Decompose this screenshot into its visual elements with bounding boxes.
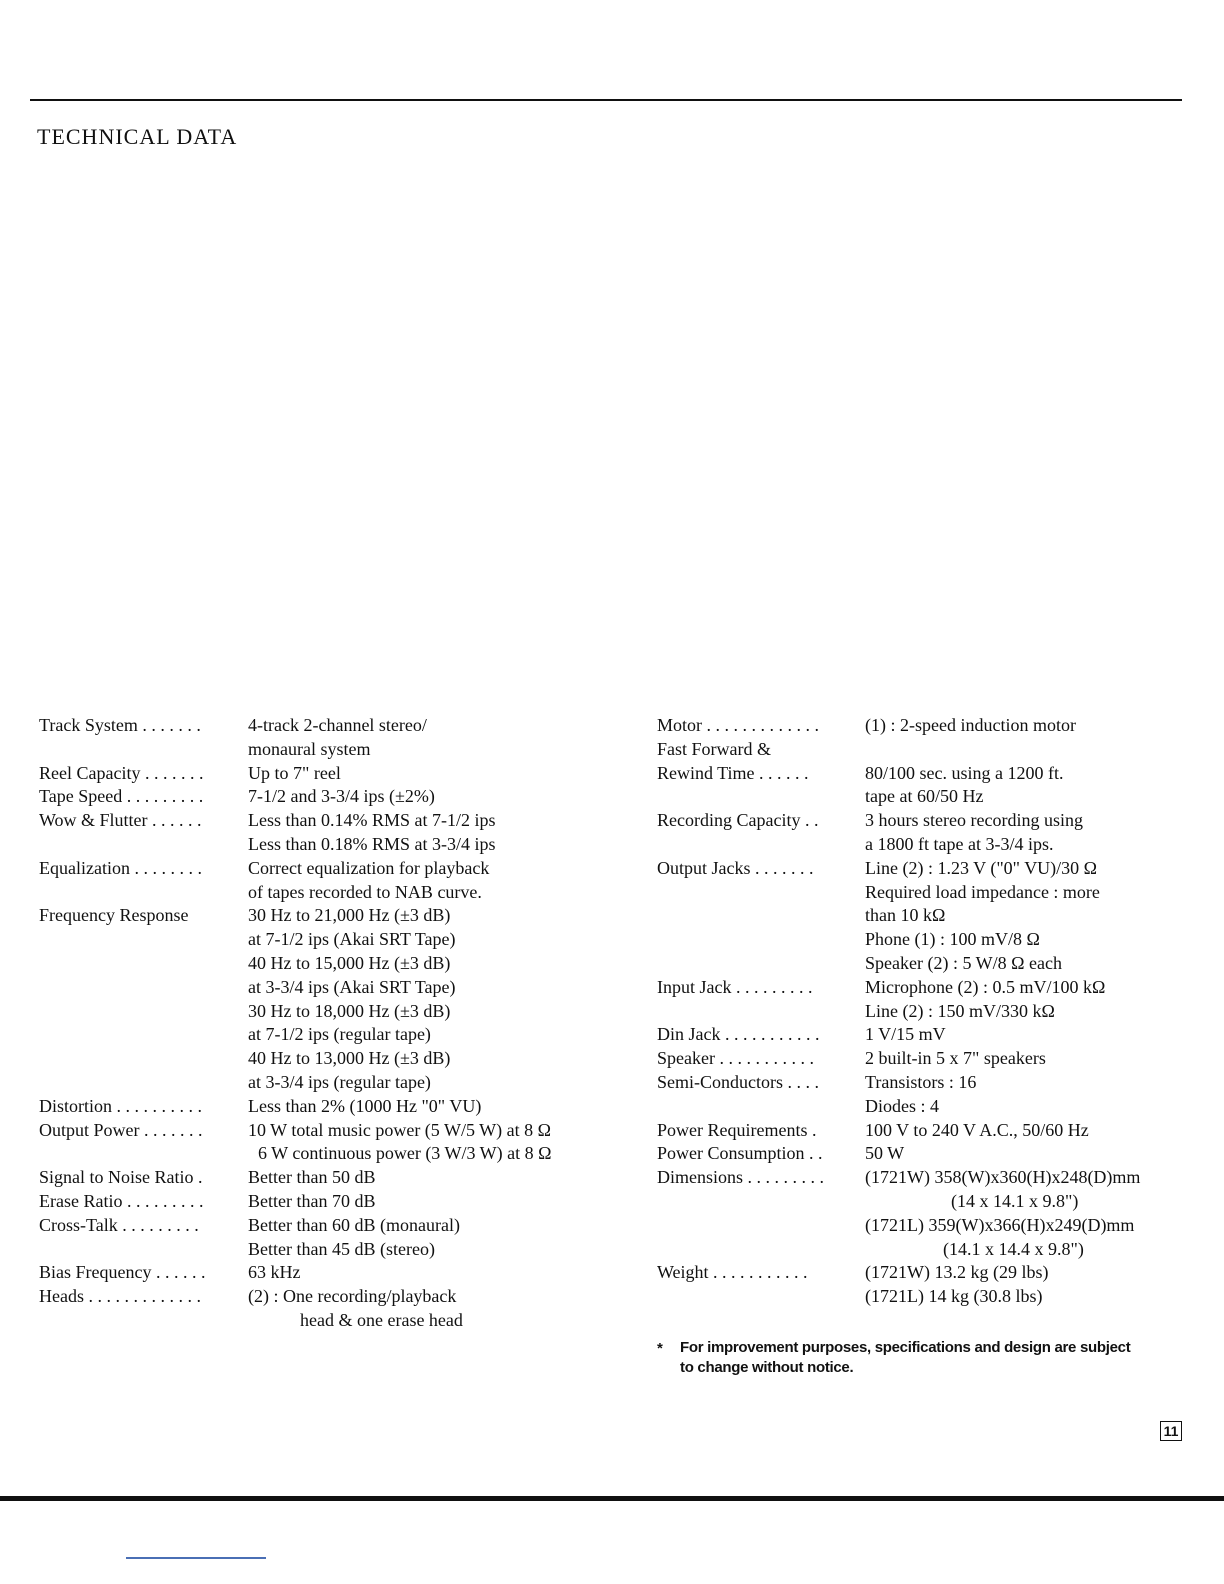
- spec-row: [657, 1166, 1140, 1190]
- spec-value: 7-1/2 and 3-3/4 ips (±2%): [248, 786, 435, 807]
- spec-row: [657, 976, 1140, 1000]
- spec-label: [657, 881, 865, 905]
- spec-value: tape at 60/50 Hz: [865, 786, 984, 807]
- spec-row: [39, 1142, 552, 1166]
- spec-label: [657, 1214, 865, 1238]
- spec-value: 80/100 sec. using a 1200 ft.: [865, 762, 1064, 783]
- spec-value: 3 hours stereo recording using: [865, 810, 1083, 831]
- spec-label: Fast Forward &: [657, 738, 771, 759]
- spec-value: 63 kHz: [248, 1262, 301, 1283]
- spec-label: [39, 1023, 248, 1047]
- spec-row: [657, 1000, 1140, 1024]
- spec-row: [657, 952, 1140, 976]
- spec-label: [657, 952, 865, 976]
- spec-row: [39, 928, 552, 952]
- spec-label: Dimensions . . . . . . . . .: [657, 1167, 825, 1188]
- spec-row: [657, 928, 1140, 952]
- spec-label: Output Jacks . . . . . . .: [657, 857, 814, 878]
- spec-label: [39, 928, 248, 952]
- spec-label: [657, 833, 865, 857]
- spec-value: 2 built-in 5 x 7" speakers: [865, 1048, 1046, 1069]
- spec-value: Transistors : 16: [865, 1071, 977, 1092]
- spec-row: [39, 1095, 552, 1119]
- spec-value: (1721W) 13.2 kg (29 lbs): [865, 1262, 1049, 1283]
- spec-label: [39, 1238, 248, 1262]
- spec-label: [657, 1095, 865, 1119]
- spec-value: Better than 70 dB: [248, 1190, 376, 1211]
- spec-value: monaural system: [248, 738, 371, 759]
- spec-row: [39, 976, 552, 1000]
- spec-label: [657, 928, 865, 952]
- spec-label: [39, 738, 248, 762]
- spec-row: [657, 1214, 1140, 1238]
- spec-label: Input Jack . . . . . . . . .: [657, 976, 813, 997]
- spec-row: [657, 1190, 1140, 1214]
- spec-label: [39, 833, 248, 857]
- spec-label: Heads . . . . . . . . . . . . .: [39, 1286, 201, 1307]
- spec-value: (14 x 14.1 x 9.8"): [951, 1190, 1079, 1211]
- spec-row: [39, 1309, 552, 1333]
- spec-label: Speaker . . . . . . . . . . .: [657, 1048, 814, 1069]
- spec-row: [39, 952, 552, 976]
- spec-label: [39, 1309, 248, 1333]
- spec-value: 1 V/15 mV: [865, 1024, 946, 1045]
- spec-value: 6 W continuous power (3 W/3 W) at 8 Ω: [258, 1143, 552, 1164]
- spec-row: [657, 738, 1140, 762]
- spec-value: than 10 kΩ: [865, 905, 946, 926]
- spec-label: Tape Speed . . . . . . . . .: [39, 786, 204, 807]
- spec-label: Signal to Noise Ratio .: [39, 1167, 203, 1188]
- spec-row: [39, 809, 552, 833]
- spec-label: Din Jack . . . . . . . . . . .: [657, 1024, 820, 1045]
- spec-label: [657, 1238, 865, 1262]
- spec-value: (1721L) 14 kg (30.8 lbs): [865, 1286, 1043, 1307]
- spec-label: [39, 881, 248, 905]
- spec-row: [657, 857, 1140, 881]
- spec-label: Rewind Time . . . . . .: [657, 762, 809, 783]
- footnote-line-1: For improvement purposes, specifications and design are subject: [680, 1339, 1131, 1356]
- spec-label: Power Requirements .: [657, 1119, 817, 1140]
- spec-row: [657, 762, 1140, 786]
- spec-label: Recording Capacity . .: [657, 810, 819, 831]
- spec-row: [39, 1119, 552, 1143]
- bottom-rule: [0, 1496, 1224, 1501]
- spec-row: [657, 1285, 1140, 1309]
- spec-label: [39, 952, 248, 976]
- spec-row: [657, 1023, 1140, 1047]
- spec-row: [657, 785, 1140, 809]
- spec-row: [657, 1047, 1140, 1071]
- spec-value: Diodes : 4: [865, 1095, 939, 1116]
- spec-row: [39, 785, 552, 809]
- spec-value: at 3-3/4 ips (regular tape): [248, 1071, 431, 1092]
- spec-value: Speaker (2) : 5 W/8 Ω each: [865, 952, 1062, 973]
- spec-value: Microphone (2) : 0.5 mV/100 kΩ: [865, 976, 1106, 997]
- spec-row: [39, 714, 552, 738]
- spec-label: [39, 1142, 248, 1166]
- spec-value: at 7-1/2 ips (Akai SRT Tape): [248, 929, 456, 950]
- spec-label: Bias Frequency . . . . . .: [39, 1262, 206, 1283]
- spec-value: head & one erase head: [300, 1309, 463, 1330]
- spec-row: [39, 1238, 552, 1262]
- spec-row: [39, 1071, 552, 1095]
- footnote: [657, 1338, 1130, 1378]
- spec-value: 10 W total music power (5 W/5 W) at 8 Ω: [248, 1119, 551, 1140]
- spec-row: [39, 1261, 552, 1285]
- spec-label: Power Consumption . .: [657, 1143, 823, 1164]
- spec-value: Better than 60 dB (monaural): [248, 1214, 460, 1235]
- spec-value: 30 Hz to 18,000 Hz (±3 dB): [248, 1000, 451, 1021]
- spec-row: [657, 1071, 1140, 1095]
- spec-value: 30 Hz to 21,000 Hz (±3 dB): [248, 905, 451, 926]
- spec-value: Less than 0.14% RMS at 7-1/2 ips: [248, 810, 496, 831]
- scan-mark: [126, 1557, 266, 1559]
- spec-value: Required load impedance : more: [865, 881, 1100, 902]
- spec-row: [657, 1119, 1140, 1143]
- spec-label: Equalization . . . . . . . .: [39, 857, 202, 878]
- left-spec-column: [39, 714, 552, 1333]
- spec-row: [39, 1190, 552, 1214]
- spec-value: (2) : One recording/playback: [248, 1286, 457, 1307]
- page-title: TECHNICAL DATA: [37, 124, 238, 149]
- spec-label: Weight . . . . . . . . . . .: [657, 1262, 808, 1283]
- spec-label: Motor . . . . . . . . . . . . .: [657, 715, 819, 735]
- spec-value: 100 V to 240 V A.C., 50/60 Hz: [865, 1119, 1089, 1140]
- top-rule: [30, 99, 1182, 101]
- spec-label: Frequency Response: [39, 905, 189, 926]
- spec-value: at 3-3/4 ips (Akai SRT Tape): [248, 976, 456, 997]
- spec-value: at 7-1/2 ips (regular tape): [248, 1024, 431, 1045]
- spec-value: (1721L) 359(W)x366(H)x249(D)mm: [865, 1214, 1135, 1235]
- spec-value: Less than 2% (1000 Hz "0" VU): [248, 1095, 482, 1116]
- spec-label: Cross-Talk . . . . . . . . .: [39, 1214, 199, 1235]
- spec-value: 4-track 2-channel stereo/: [248, 715, 427, 735]
- spec-row: [39, 904, 552, 928]
- spec-row: [39, 1023, 552, 1047]
- spec-value: Line (2) : 1.23 V ("0" VU)/30 Ω: [865, 857, 1098, 878]
- spec-label: Erase Ratio . . . . . . . . .: [39, 1190, 204, 1211]
- spec-row: [657, 881, 1140, 905]
- spec-label: [657, 1190, 865, 1214]
- spec-row: [39, 1047, 552, 1071]
- spec-value: (1) : 2-speed induction motor: [865, 715, 1076, 735]
- spec-value: 50 W: [865, 1143, 905, 1164]
- right-spec-column: [657, 714, 1140, 1309]
- spec-value: (14.1 x 14.4 x 9.8"): [943, 1238, 1084, 1259]
- spec-label: Distortion . . . . . . . . . .: [39, 1095, 203, 1116]
- spec-row: [39, 1000, 552, 1024]
- page-number: 11: [1160, 1421, 1182, 1441]
- spec-row: [657, 1095, 1140, 1119]
- spec-value: 40 Hz to 15,000 Hz (±3 dB): [248, 952, 451, 973]
- spec-label: [39, 1000, 248, 1024]
- spec-value: Line (2) : 150 mV/330 kΩ: [865, 1000, 1055, 1021]
- spec-label: [39, 1071, 248, 1095]
- spec-row: [657, 809, 1140, 833]
- footnote-line-2: to change without notice.: [680, 1359, 854, 1376]
- spec-row: [39, 833, 552, 857]
- spec-label: Semi-Conductors . . . .: [657, 1071, 819, 1092]
- spec-label: [39, 1047, 248, 1071]
- spec-value: Up to 7" reel: [248, 762, 341, 783]
- spec-row: [39, 762, 552, 786]
- spec-row: [39, 1285, 552, 1309]
- spec-row: [39, 1166, 552, 1190]
- spec-row: [657, 904, 1140, 928]
- spec-row: [39, 857, 552, 881]
- spec-row: [39, 1214, 552, 1238]
- spec-row: [657, 833, 1140, 857]
- spec-value: 40 Hz to 13,000 Hz (±3 dB): [248, 1048, 451, 1069]
- spec-value: Phone (1) : 100 mV/8 Ω: [865, 929, 1040, 950]
- spec-label: Output Power . . . . . . .: [39, 1119, 203, 1140]
- spec-value: Less than 0.18% RMS at 3-3/4 ips: [248, 833, 496, 854]
- spec-value: of tapes recorded to NAB curve.: [248, 881, 482, 902]
- spec-label: [657, 785, 865, 809]
- spec-label: Wow & Flutter . . . . . .: [39, 810, 202, 831]
- spec-label: [657, 904, 865, 928]
- spec-row: [657, 714, 1140, 738]
- spec-label: Reel Capacity . . . . . . .: [39, 762, 204, 783]
- spec-row: [657, 1238, 1140, 1262]
- spec-row: [39, 738, 552, 762]
- spec-label: [657, 1285, 865, 1309]
- spec-label: Track System . . . . . . .: [39, 715, 201, 735]
- spec-value: Correct equalization for playback: [248, 857, 490, 878]
- spec-value: Better than 50 dB: [248, 1167, 376, 1188]
- spec-row: [657, 1261, 1140, 1285]
- spec-value: a 1800 ft tape at 3-3/4 ips.: [865, 833, 1054, 854]
- spec-row: [657, 1142, 1140, 1166]
- spec-label: [657, 1000, 865, 1024]
- spec-label: [39, 976, 248, 1000]
- footnote-marker: *: [657, 1340, 663, 1357]
- spec-value: Better than 45 dB (stereo): [248, 1238, 435, 1259]
- spec-value: (1721W) 358(W)x360(H)x248(D)mm: [865, 1167, 1141, 1188]
- spec-row: [39, 881, 552, 905]
